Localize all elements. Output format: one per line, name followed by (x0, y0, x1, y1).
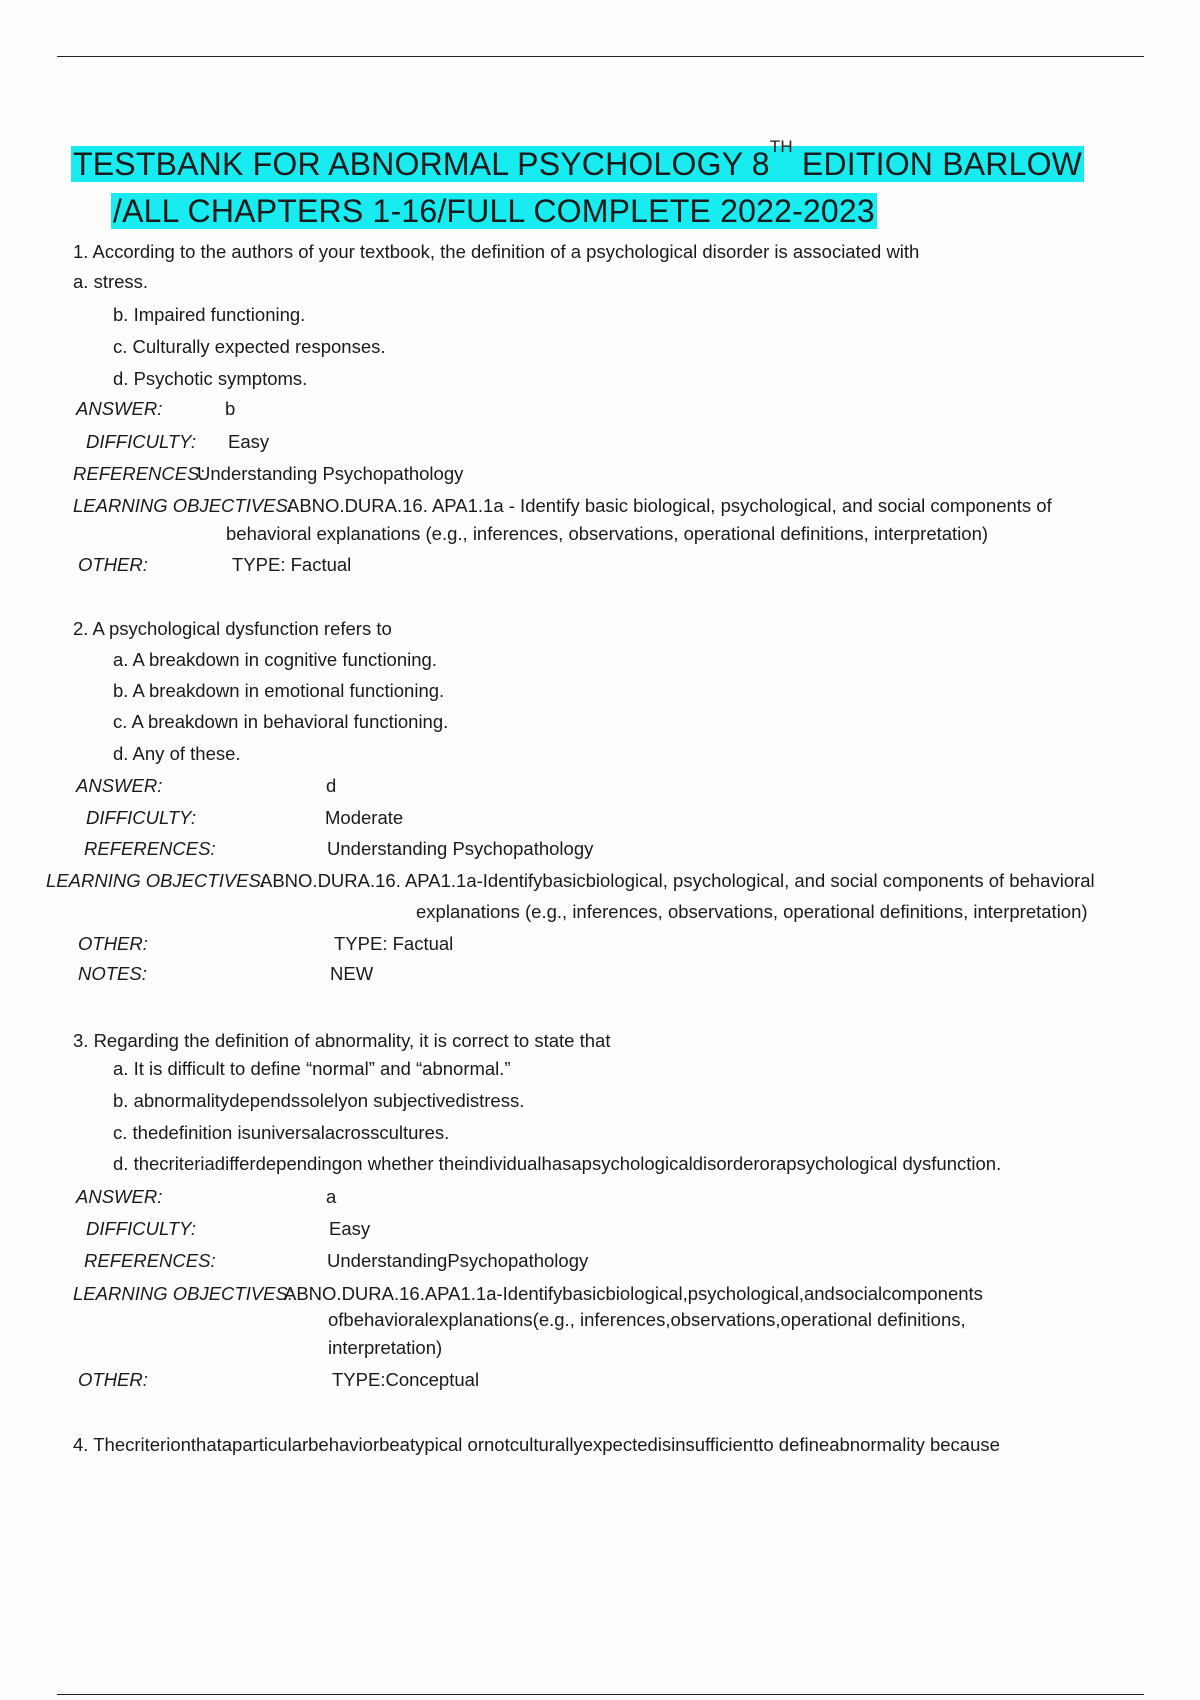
question-1-difficulty: Easy (228, 431, 270, 452)
question-1-stem: 1. According to the authors of your textbook, the definition of a psychological disorder is associated with (73, 241, 920, 262)
question-3-stem: 3. Regarding the definition of abnormality, it is correct to state that (73, 1030, 611, 1051)
question-1-other-label: OTHER: (78, 554, 148, 575)
bottom-rule (57, 1694, 1144, 1695)
question-1-references: Understanding Psychopathology (197, 463, 464, 484)
question-2-answer-label: ANSWER: (76, 775, 163, 796)
question-1-other: TYPE: Factual (232, 554, 352, 575)
question-3-objectives-label: LEARNING OBJECTIVES: (73, 1283, 293, 1304)
question-1-option-c: c. Culturally expected responses. (113, 336, 386, 357)
question-3-answer: a (326, 1186, 337, 1207)
question-3-option-b: b. abnormalitydependssolelyon subjectivedistress. (113, 1090, 525, 1111)
question-2-references: Understanding Psychopathology (327, 838, 594, 859)
question-1-objectives-label: LEARNING OBJECTIVES: (73, 495, 293, 516)
question-1-objectives-line-1: ABNO.DURA.16. APA1.1a - Identify basic biological, psychological, and social components of (287, 495, 1052, 516)
question-2-other: TYPE: Factual (334, 933, 454, 954)
question-3-option-d: d. thecriteriadifferdependingon whether theindividualhasapsychologicaldisorderorapsychological dysfunction. (113, 1153, 1002, 1174)
question-3-difficulty-label: DIFFICULTY: (86, 1218, 196, 1239)
question-1-difficulty-label: DIFFICULTY: (86, 431, 196, 452)
question-1-option-b: b. Impaired functioning. (113, 304, 306, 325)
question-1-references-label: REFERENCES: (73, 463, 205, 484)
question-1-answer: b (225, 398, 236, 419)
question-1-option-a: a. stress. (73, 271, 149, 292)
question-3-objectives-line-3: interpretation) (328, 1337, 443, 1358)
question-2-answer: d (326, 775, 337, 796)
question-2-option-b: b. A breakdown in emotional functioning. (113, 680, 445, 701)
document-title-line-2 (111, 189, 877, 233)
question-3-objectives-line-2: ofbehavioralexplanations(e.g., inferences,observations,operational definitions, (328, 1309, 966, 1330)
question-2-notes-label: NOTES: (78, 963, 147, 984)
question-2-references-label: REFERENCES: (84, 838, 216, 859)
title-text-end: EDITION BARLOW (792, 146, 1083, 182)
question-2-notes: NEW (330, 963, 374, 984)
question-3-objectives-line-1: ABNO.DURA.16.APA1.1a-Identifybasicbiological,psychological,andsocialcomponents (284, 1283, 983, 1304)
question-3-answer-label: ANSWER: (76, 1186, 163, 1207)
question-2-option-a: a. A breakdown in cognitive functioning. (113, 649, 437, 670)
question-2-objectives-label: LEARNING OBJECTIVES: (46, 870, 266, 891)
question-2-objectives-line-2: explanations (e.g., inferences, observations, operational definitions, interpretation) (416, 901, 1088, 922)
question-3-difficulty: Easy (329, 1218, 371, 1239)
question-2-option-d: d. Any of these. (113, 743, 241, 764)
question-2-objectives-line-1: ABNO.DURA.16. APA1.1a-Identifybasicbiological, psychological, and social components of behavioral (260, 870, 1095, 891)
question-3-references-label: REFERENCES: (84, 1250, 216, 1271)
top-rule (57, 56, 1144, 57)
question-3-option-a: a. It is difficult to define “normal” and “abnormal.” (113, 1058, 511, 1079)
question-2-difficulty: Moderate (325, 807, 404, 828)
question-1-option-d: d. Psychotic symptoms. (113, 368, 308, 389)
question-4-stem: 4. Thecriterionthataparticularbehaviorbeatypical ornotculturallyexpectedisinsufficientto defineabnormality because (73, 1434, 1000, 1455)
title-superscript: TH (769, 137, 793, 156)
question-3-references: UnderstandingPsychopathology (327, 1250, 589, 1271)
question-2-other-label: OTHER: (78, 933, 148, 954)
question-1-answer-label: ANSWER: (76, 398, 163, 419)
question-2-difficulty-label: DIFFICULTY: (86, 807, 196, 828)
question-2-option-c: c. A breakdown in behavioral functioning. (113, 711, 449, 732)
document-title-line-1 (71, 137, 1084, 186)
question-3-other: TYPE:Conceptual (332, 1369, 480, 1390)
title-text-line-2: /ALL CHAPTERS 1-16/FULL COMPLETE 2022-2023 (113, 193, 875, 229)
question-3-other-label: OTHER: (78, 1369, 148, 1390)
question-2-stem: 2. A psychological dysfunction refers to (73, 618, 392, 639)
title-text: TESTBANK FOR ABNORMAL PSYCHOLOGY 8 (73, 146, 770, 182)
question-3-option-c: c. thedefinition isuniversalacrosscultures. (113, 1122, 450, 1143)
question-1-objectives-line-2: behavioral explanations (e.g., inferences, observations, operational definitions, interpretation) (226, 523, 989, 544)
